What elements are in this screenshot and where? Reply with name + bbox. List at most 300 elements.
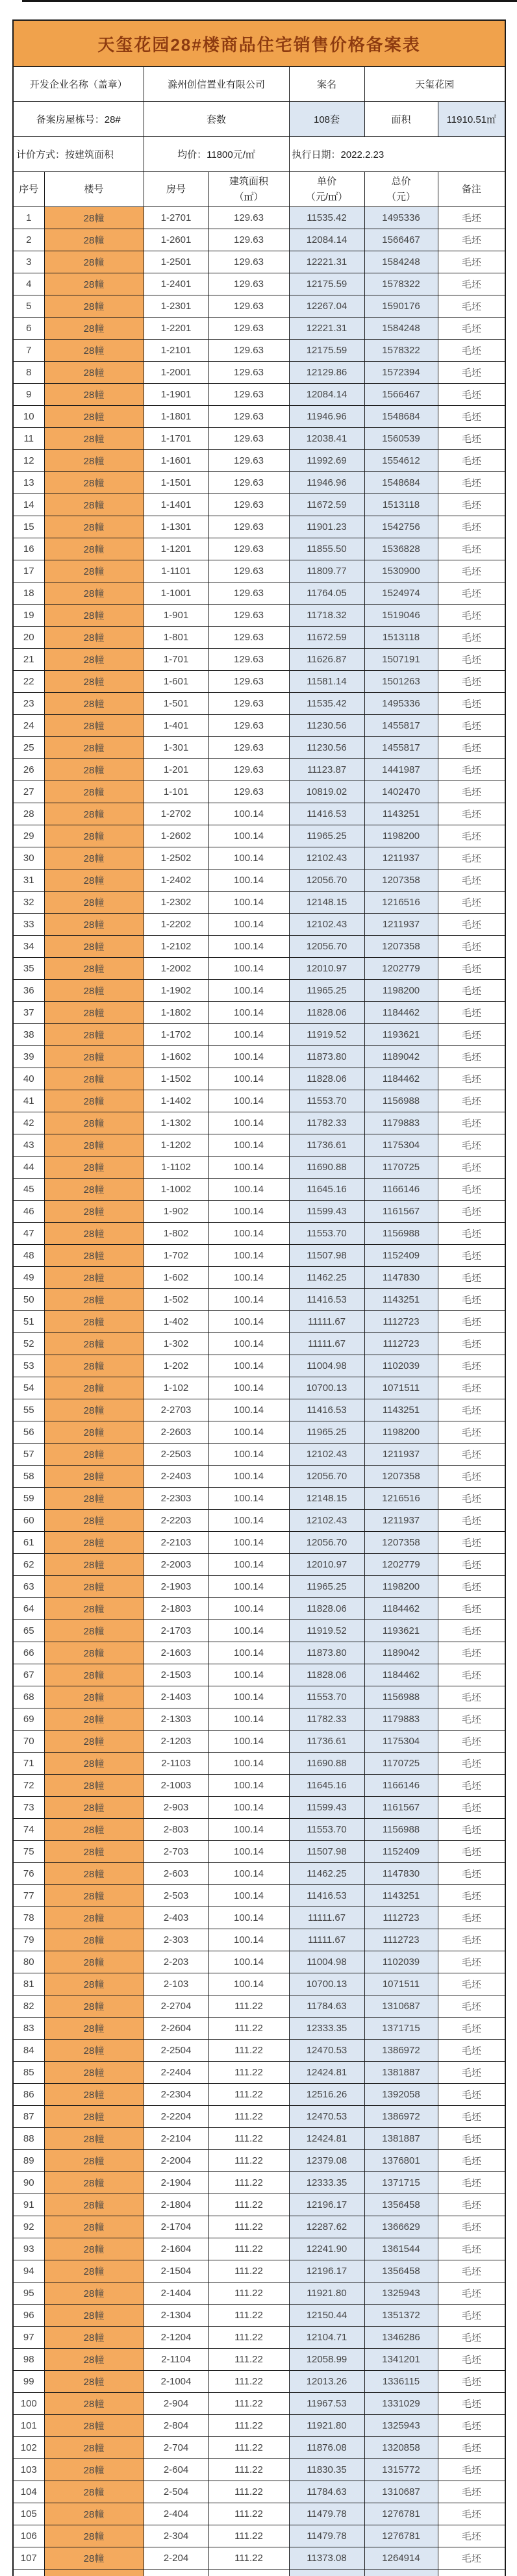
unit-price-cell: 11626.87 — [289, 649, 364, 671]
area-cell: 100.14 — [208, 1532, 289, 1554]
room-cell: 1-1701 — [144, 428, 208, 450]
remark-cell: 毛坯 — [438, 2547, 505, 2570]
unit-price-cell: 11535.42 — [289, 693, 364, 715]
area-cell: 100.14 — [208, 914, 289, 936]
remark-cell: 毛坯 — [438, 560, 505, 582]
table-row — [13, 472, 505, 494]
table-row — [13, 2437, 505, 2459]
building-cell: 28幢 — [44, 251, 144, 273]
remark-cell: 毛坯 — [438, 1973, 505, 1995]
unit-price-cell: 12424.81 — [289, 2128, 364, 2150]
table-row — [13, 1753, 505, 1775]
total-price-cell: 1351372 — [364, 2305, 438, 2327]
total-price-cell: 1184462 — [364, 1002, 438, 1024]
table-row — [13, 2106, 505, 2128]
unit-price-cell: 11873.80 — [289, 1642, 364, 1664]
total-price-cell: 1198200 — [364, 1576, 438, 1598]
building-cell: 28幢 — [44, 1642, 144, 1664]
room-cell: 1-502 — [144, 1289, 208, 1311]
table-row — [13, 1510, 505, 1532]
building-cell: 28幢 — [44, 2481, 144, 2503]
remark-cell: 毛坯 — [438, 1819, 505, 1841]
table-row — [13, 2349, 505, 2371]
unit-price-cell: 11828.06 — [289, 1002, 364, 1024]
serial-cell: 90 — [13, 2172, 44, 2194]
serial-cell: 38 — [13, 1024, 44, 1046]
serial-cell: 63 — [13, 1576, 44, 1598]
unit-price-cell: 12333.35 — [289, 2172, 364, 2194]
total-price-cell: 1325943 — [364, 2282, 438, 2305]
table-row — [13, 1708, 505, 1731]
serial-cell: 1 — [13, 207, 44, 229]
serial-cell: 60 — [13, 1510, 44, 1532]
building-cell: 28幢 — [44, 958, 144, 980]
total-price-cell: 1189042 — [364, 1642, 438, 1664]
serial-cell: 43 — [13, 1134, 44, 1157]
area-cell: 100.14 — [208, 1466, 289, 1488]
unit-price-cell: 11921.80 — [289, 2415, 364, 2437]
total-price-cell: 1198200 — [364, 980, 438, 1002]
area-cell: 100.14 — [208, 1090, 289, 1112]
area-cell: 100.14 — [208, 892, 289, 914]
building-cell: 28幢 — [44, 671, 144, 693]
area-cell: 100.14 — [208, 803, 289, 825]
building-cell: 28幢 — [44, 2238, 144, 2260]
room-cell: 2-1004 — [144, 2371, 208, 2393]
room-cell: 2-1003 — [144, 1775, 208, 1797]
unit-price-cell: 11736.61 — [289, 1134, 364, 1157]
serial-cell: 6 — [13, 318, 44, 340]
total-price-cell: 1156988 — [364, 1223, 438, 1245]
project-name: 天玺花园 — [364, 67, 505, 102]
room-cell: 2-603 — [144, 1863, 208, 1885]
unit-price-cell: 11462.25 — [289, 1863, 364, 1885]
building-cell: 28幢 — [44, 980, 144, 1002]
room-cell: 2-303 — [144, 1929, 208, 1951]
building-cell: 28幢 — [44, 1775, 144, 1797]
remark-cell: 毛坯 — [438, 605, 505, 627]
total-price-cell: 1513118 — [364, 627, 438, 649]
serial-cell: 39 — [13, 1046, 44, 1068]
area-cell: 100.14 — [208, 1510, 289, 1532]
area-cell: 129.63 — [208, 737, 289, 759]
total-price-cell: 1112723 — [364, 1333, 438, 1355]
room-cell: 2-1804 — [144, 2194, 208, 2216]
serial-cell: 2 — [13, 229, 44, 251]
unit-price-cell: 11123.87 — [289, 759, 364, 781]
col-header-total-price-sub: （元） — [386, 191, 416, 203]
building-cell: 28幢 — [44, 384, 144, 406]
remark-cell: 毛坯 — [438, 2459, 505, 2481]
room-cell: 2-1903 — [144, 1576, 208, 1598]
unit-price-cell: 12148.15 — [289, 892, 364, 914]
remark-cell: 毛坯 — [438, 1068, 505, 1090]
serial-cell: 51 — [13, 1311, 44, 1333]
table-row — [13, 1201, 505, 1223]
area-cell: 129.63 — [208, 582, 289, 605]
room-cell: 1-201 — [144, 759, 208, 781]
remark-cell: 毛坯 — [438, 2503, 505, 2525]
building-cell: 28幢 — [44, 1112, 144, 1134]
unit-price-cell: 11919.52 — [289, 1620, 364, 1642]
table-row — [13, 1444, 505, 1466]
developer-name: 滁州创信置业有限公司 — [144, 67, 289, 102]
table-row — [13, 1046, 505, 1068]
total-price-cell: 1143251 — [364, 1885, 438, 1907]
area-cell: 100.14 — [208, 1267, 289, 1289]
total-price-cell: 1264914 — [364, 2547, 438, 2570]
total-price-cell: 1325943 — [364, 2415, 438, 2437]
building-cell: 28幢 — [44, 803, 144, 825]
room-cell: 1-802 — [144, 1223, 208, 1245]
room-cell: 2-1303 — [144, 1708, 208, 1731]
top-edge-line — [22, 0, 517, 2]
area-cell: 100.14 — [208, 1355, 289, 1377]
total-price-cell: 1179883 — [364, 1112, 438, 1134]
serial-cell: 74 — [13, 1819, 44, 1841]
area-cell: 111.22 — [208, 2194, 289, 2216]
building-cell: 28幢 — [44, 1399, 144, 1421]
area-cell: 100.14 — [208, 1201, 289, 1223]
building-cell: 28幢 — [44, 2525, 144, 2547]
unit-price-cell: 11373.08 — [289, 2547, 364, 2570]
room-cell: 1-2402 — [144, 869, 208, 892]
area-cell: 129.63 — [208, 428, 289, 450]
building-cell: 28幢 — [44, 1995, 144, 2018]
building-cell: 28幢 — [44, 1797, 144, 1819]
project-label: 案名 — [289, 67, 364, 102]
total-price-cell: 1441987 — [364, 759, 438, 781]
building-cell: 28幢 — [44, 207, 144, 229]
remark-cell: 毛坯 — [438, 494, 505, 516]
remark-cell: 毛坯 — [438, 472, 505, 494]
room-cell: 1-1501 — [144, 472, 208, 494]
remark-cell: 毛坯 — [438, 2349, 505, 2371]
serial-cell: 57 — [13, 1444, 44, 1466]
room-cell: 1-1702 — [144, 1024, 208, 1046]
room-cell: 1-1001 — [144, 582, 208, 605]
area-cell: 129.63 — [208, 450, 289, 472]
remark-cell: 毛坯 — [438, 2172, 505, 2194]
area-cell: 111.22 — [208, 2172, 289, 2194]
table-row — [13, 2150, 505, 2172]
area-cell: 129.63 — [208, 693, 289, 715]
table-row — [13, 1973, 505, 1995]
area-cell: 129.63 — [208, 472, 289, 494]
unit-price-cell: 11479.78 — [289, 2503, 364, 2525]
serial-cell: 67 — [13, 1664, 44, 1686]
remark-cell: 毛坯 — [438, 2216, 505, 2238]
table-row — [13, 2305, 505, 2327]
table-row — [13, 318, 505, 340]
room-cell: 2-1604 — [144, 2238, 208, 2260]
room-cell: 1-2701 — [144, 207, 208, 229]
serial-cell: 56 — [13, 1421, 44, 1444]
total-price-cell: 1216516 — [364, 892, 438, 914]
average-price: 均价：11800元/㎡ — [144, 137, 289, 172]
building-cell: 28幢 — [44, 560, 144, 582]
area-cell: 100.14 — [208, 1112, 289, 1134]
room-cell: 2-2304 — [144, 2084, 208, 2106]
col-header-area-label: 建筑面积 — [229, 175, 268, 187]
unit-price-cell: 11828.06 — [289, 1664, 364, 1686]
total-price-cell: 1578322 — [364, 273, 438, 295]
room-cell: 2-2504 — [144, 2040, 208, 2062]
remark-cell: 毛坯 — [438, 2371, 505, 2393]
building-cell: 28幢 — [44, 2459, 144, 2481]
building-cell: 28幢 — [44, 362, 144, 384]
building-cell: 28幢 — [44, 1731, 144, 1753]
remark-cell: 毛坯 — [438, 892, 505, 914]
col-header-building-label: 楼号 — [84, 183, 104, 195]
area-cell: 129.63 — [208, 295, 289, 318]
serial-cell: 37 — [13, 1002, 44, 1024]
area-cell: 100.14 — [208, 1753, 289, 1775]
room-cell: 2-2703 — [144, 1399, 208, 1421]
building-cell: 28幢 — [44, 273, 144, 295]
table-row — [13, 2260, 505, 2282]
table-row — [13, 362, 505, 384]
building-cell: 28幢 — [44, 1885, 144, 1907]
total-price-cell: 1147830 — [364, 1267, 438, 1289]
serial-cell: 21 — [13, 649, 44, 671]
remark-cell: 毛坯 — [438, 2481, 505, 2503]
total-price-cell: 1147830 — [364, 1863, 438, 1885]
building-cell: 28幢 — [44, 1377, 144, 1399]
total-price-cell: 1166146 — [364, 1775, 438, 1797]
units-value: 108套 — [289, 102, 364, 137]
area-cell: 111.22 — [208, 2128, 289, 2150]
remark-cell: 毛坯 — [438, 251, 505, 273]
room-cell: 2-2204 — [144, 2106, 208, 2128]
remark-cell: 毛坯 — [438, 1421, 505, 1444]
total-price-cell: 1143251 — [364, 1289, 438, 1311]
remark-cell: 毛坯 — [438, 273, 505, 295]
remark-cell: 毛坯 — [438, 1907, 505, 1929]
serial-cell: 9 — [13, 384, 44, 406]
building-cell: 28幢 — [44, 715, 144, 737]
serial-cell: 88 — [13, 2128, 44, 2150]
remark-cell: 毛坯 — [438, 1333, 505, 1355]
total-price-cell: 1211937 — [364, 914, 438, 936]
unit-price-cell: 12150.44 — [289, 2305, 364, 2327]
total-price-cell: 1371715 — [364, 2172, 438, 2194]
room-cell: 2-203 — [144, 1951, 208, 1973]
area-cell: 100.14 — [208, 1951, 289, 1973]
building-cell: 28幢 — [44, 2106, 144, 2128]
serial-cell: 84 — [13, 2040, 44, 2062]
remark-cell: 毛坯 — [438, 1731, 505, 1753]
room-cell: 1-801 — [144, 627, 208, 649]
table-row — [13, 2128, 505, 2150]
building-cell: 28幢 — [44, 1753, 144, 1775]
building-cell: 28幢 — [44, 1421, 144, 1444]
room-cell: 2-2404 — [144, 2062, 208, 2084]
unit-price-cell: 11828.06 — [289, 1598, 364, 1620]
remark-cell: 毛坯 — [438, 1444, 505, 1466]
total-price-cell: 1170725 — [364, 1753, 438, 1775]
remark-cell: 毛坯 — [438, 1929, 505, 1951]
remark-cell: 毛坯 — [438, 1863, 505, 1885]
serial-cell: 64 — [13, 1598, 44, 1620]
col-header-room — [144, 172, 208, 207]
room-cell: 2-2104 — [144, 2128, 208, 2150]
area-cell: 100.14 — [208, 869, 289, 892]
building-cell: 28幢 — [44, 2327, 144, 2349]
serial-cell: 73 — [13, 1797, 44, 1819]
unit-price-cell: 11004.98 — [289, 1951, 364, 1973]
building-cell: 28幢 — [44, 1488, 144, 1510]
price-filing-table — [12, 19, 506, 2576]
area-cell: 100.14 — [208, 1046, 289, 1068]
room-cell: 1-401 — [144, 715, 208, 737]
serial-cell: 75 — [13, 1841, 44, 1863]
remark-cell: 毛坯 — [438, 1466, 505, 1488]
table-row — [13, 273, 505, 295]
area-cell: 129.63 — [208, 560, 289, 582]
building-cell: 28幢 — [44, 1620, 144, 1642]
unit-price-cell: 11764.05 — [289, 582, 364, 605]
remark-cell: 毛坯 — [438, 1995, 505, 2018]
remark-cell: 毛坯 — [438, 1642, 505, 1664]
table-row — [13, 2018, 505, 2040]
unit-price-cell: 11967.53 — [289, 2393, 364, 2415]
table-row — [13, 450, 505, 472]
room-cell: 2-2303 — [144, 1488, 208, 1510]
unit-price-cell: 11784.63 — [289, 2481, 364, 2503]
building-cell: 28幢 — [44, 1907, 144, 1929]
table-row — [13, 1841, 505, 1863]
total-price-cell: 1548684 — [364, 406, 438, 428]
table-row — [13, 1024, 505, 1046]
serial-cell: 104 — [13, 2481, 44, 2503]
unit-price-cell: 11784.63 — [289, 1995, 364, 2018]
room-cell: 1-2501 — [144, 251, 208, 273]
building-cell: 28幢 — [44, 538, 144, 560]
area-cell: 129.63 — [208, 273, 289, 295]
table-row — [13, 1885, 505, 1907]
unit-price-cell: 12104.71 — [289, 2327, 364, 2349]
total-price-cell: 1276781 — [364, 2525, 438, 2547]
remark-cell: 毛坯 — [438, 1554, 505, 1576]
area-cell: 100.14 — [208, 1488, 289, 1510]
building-cell: 28幢 — [44, 1002, 144, 1024]
room-cell: 2-404 — [144, 2503, 208, 2525]
remark-cell: 毛坯 — [438, 1399, 505, 1421]
building-cell: 28幢 — [44, 1134, 144, 1157]
unit-price-cell: 12010.97 — [289, 1554, 364, 1576]
serial-cell: 53 — [13, 1355, 44, 1377]
table-row — [13, 1819, 505, 1841]
room-cell: 1-601 — [144, 671, 208, 693]
serial-cell: 82 — [13, 1995, 44, 2018]
building-cell: 28幢 — [44, 1333, 144, 1355]
room-cell: 2-2203 — [144, 1510, 208, 1532]
unit-price-cell: 11507.98 — [289, 1841, 364, 1863]
unit-price-cell: 11111.67 — [289, 1929, 364, 1951]
unit-price-cell: 12175.59 — [289, 273, 364, 295]
table-row — [13, 2525, 505, 2547]
remark-cell: 毛坯 — [438, 2194, 505, 2216]
unit-price-cell: 12241.90 — [289, 2238, 364, 2260]
table-row — [13, 2393, 505, 2415]
remark-cell: 毛坯 — [438, 1311, 505, 1333]
total-price-cell: 1572394 — [364, 362, 438, 384]
area-cell: 129.63 — [208, 715, 289, 737]
total-price-cell: 1310687 — [364, 2481, 438, 2503]
room-cell: 1-1602 — [144, 1046, 208, 1068]
table-row — [13, 2459, 505, 2481]
room-cell: 2-704 — [144, 2437, 208, 2459]
total-price-cell: 1184462 — [364, 1598, 438, 1620]
table-row — [13, 781, 505, 803]
room-cell: 1-1502 — [144, 1068, 208, 1090]
remark-cell: 毛坯 — [438, 671, 505, 693]
unit-price-cell: 11553.70 — [289, 1686, 364, 1708]
area-cell: 100.14 — [208, 1797, 289, 1819]
table-row — [13, 1267, 505, 1289]
total-price-cell: 1202779 — [364, 958, 438, 980]
unit-price-cell: 11111.67 — [289, 1333, 364, 1355]
total-price-cell: 1161567 — [364, 1797, 438, 1819]
room-cell: 2-204 — [144, 2547, 208, 2570]
area-cell: 100.14 — [208, 1907, 289, 1929]
unit-price-cell: 11599.43 — [289, 1797, 364, 1819]
building-cell: 28幢 — [44, 2084, 144, 2106]
total-price-cell: 1566467 — [364, 229, 438, 251]
remark-cell: 毛坯 — [438, 2260, 505, 2282]
total-price-cell: 1184462 — [364, 1664, 438, 1686]
serial-cell: 4 — [13, 273, 44, 295]
remark-cell: 毛坯 — [438, 737, 505, 759]
building-cell: 28幢 — [44, 1510, 144, 1532]
table-row — [13, 1377, 505, 1399]
unit-price-cell: 11992.69 — [289, 450, 364, 472]
table-row — [13, 2194, 505, 2216]
serial-cell: 71 — [13, 1753, 44, 1775]
table-row — [13, 1686, 505, 1708]
area-cell: 129.63 — [208, 362, 289, 384]
building-number-label: 备案房屋栋号：28# — [13, 102, 144, 137]
building-cell: 28幢 — [44, 1819, 144, 1841]
table-row — [13, 1466, 505, 1488]
serial-cell: 78 — [13, 1907, 44, 1929]
room-cell: 2-2603 — [144, 1421, 208, 1444]
unit-price-cell: 11690.88 — [289, 1157, 364, 1179]
building-cell: 28幢 — [44, 1245, 144, 1267]
table-row — [13, 1245, 505, 1267]
area-cell: 111.22 — [208, 2040, 289, 2062]
area-cell: 129.63 — [208, 494, 289, 516]
building-cell: 28幢 — [44, 472, 144, 494]
table-row — [13, 1598, 505, 1620]
serial-cell: 91 — [13, 2194, 44, 2216]
area-cell: 129.63 — [208, 671, 289, 693]
building-cell: 28幢 — [44, 737, 144, 759]
unit-price-cell: 12056.70 — [289, 936, 364, 958]
room-cell: 2-1403 — [144, 1686, 208, 1708]
serial-cell: 94 — [13, 2260, 44, 2282]
remark-cell: 毛坯 — [438, 1245, 505, 1267]
area-cell: 111.22 — [208, 2459, 289, 2481]
remark-cell: 毛坯 — [438, 1532, 505, 1554]
serial-cell: 18 — [13, 582, 44, 605]
table-row — [13, 1863, 505, 1885]
table-row — [13, 936, 505, 958]
area-cell: 100.14 — [208, 1929, 289, 1951]
room-cell: 1-2601 — [144, 229, 208, 251]
unit-price-cell: 11919.52 — [289, 1024, 364, 1046]
